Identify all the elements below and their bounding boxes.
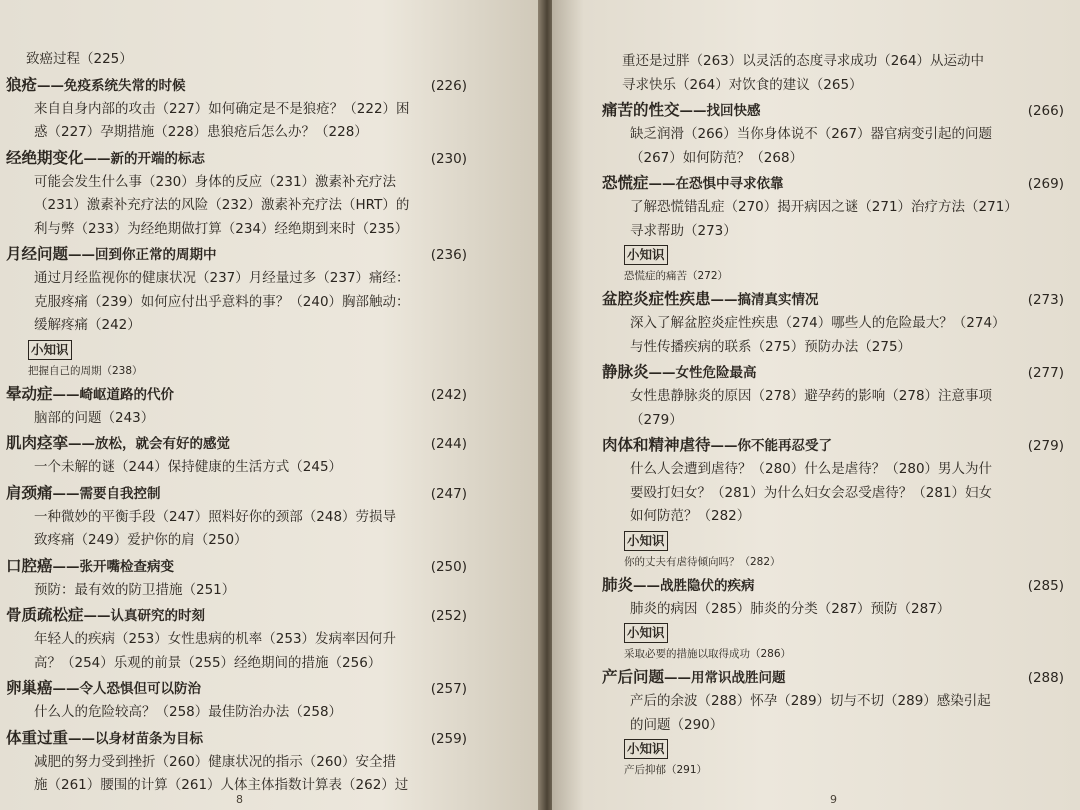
toc-line: 一个未解的谜（244）保持健康的生活方式（245）: [34, 459, 343, 475]
tip-text: 你的丈夫有虐待倾向吗？（282）: [624, 555, 781, 568]
entry-page: (285): [1027, 577, 1064, 594]
tip-text: 采取必要的措施以取得成功（286）: [624, 648, 792, 660]
toc-heading: [6, 555, 471, 579]
toc-entry: [602, 361, 1068, 432]
toc-line: 可能会发生什么事（230）身体的反应（231）激素补充疗法: [34, 173, 397, 190]
toc-entry: [602, 574, 1068, 665]
entry-subtitle: ——在恐惧中寻求依靠: [648, 176, 784, 192]
entry-page: (257): [430, 681, 467, 697]
toc-line: 要殴打妇女？（281）为什么妇女会忍受虐待？（281）妇女: [630, 484, 993, 501]
entry-title-main: 盆腔炎症性疾患: [602, 290, 711, 308]
toc-heading: [6, 147, 471, 171]
toc-entry: [6, 432, 471, 480]
entry-subtitle: ——以身材苗条为目标: [68, 730, 204, 747]
toc-entry: [6, 727, 471, 798]
entry-title-main: 狼疮: [6, 75, 38, 94]
toc-heading: [6, 482, 471, 506]
entry-page: (250): [430, 558, 467, 575]
entry-page: (242): [430, 386, 467, 403]
toc-line: 缓解疼痛（242）: [34, 317, 141, 333]
entry-title-main: 肩颈痛: [6, 483, 53, 502]
toc-line: （279）: [630, 411, 683, 428]
entry-title: [6, 482, 161, 506]
entry-subtitle: ——搞清真实情况: [710, 292, 819, 308]
entry-title-main: 骨质疏松症: [6, 606, 84, 624]
toc-entry: [6, 482, 471, 553]
entry-subtitle: ——崎岖道路的代价: [52, 386, 175, 403]
right-toc: [602, 99, 1068, 780]
toc-line: 如何防范？（282）: [630, 508, 751, 524]
toc-line: 女性患静脉炎的原因（278）避孕药的影响（278）注意事项: [630, 388, 993, 404]
toc-line: 致疼痛（249）爱护你的肩（250）: [34, 532, 248, 548]
toc-line: 脑部的问题（243）: [34, 409, 155, 426]
entry-title: [602, 172, 784, 196]
toc-line: 来自自身内部的攻击（227）如何确定是不是狼疮？（222）困: [34, 100, 410, 117]
tip-text: 产后抑郁（291）: [624, 764, 708, 776]
entry-page: (236): [430, 247, 467, 263]
entry-page: (273): [1027, 292, 1064, 308]
entry-title: [6, 677, 201, 701]
toc-line: 减肥的努力受到挫折（260）健康状况的指示（260）安全措: [34, 753, 397, 770]
entry-title-main: 肌肉痉挛: [6, 434, 69, 452]
toc-line: 一种微妙的平衡手段（247）照料好你的颈部（248）劳损导: [34, 508, 397, 525]
right-page: [552, 0, 1080, 810]
tip-badge: 小知识: [28, 340, 72, 360]
entry-title: [6, 147, 205, 171]
toc-line: 惑（227）孕期措施（228）患狼疮后怎么办？（228）: [34, 124, 368, 140]
toc-heading: [6, 74, 471, 98]
entry-title-main: 肉体和精神虐待: [602, 436, 711, 454]
entry-subtitle: ——张开嘴检查病变: [52, 558, 175, 575]
entry-subtitle: ——新的开端的标志: [83, 150, 206, 167]
tip-badge: 小知识: [624, 739, 668, 759]
entry-subtitle: ——认真研究的时刻: [83, 608, 206, 624]
toc-line: 利与弊（233）为经绝期做打算（234）经绝期到来时（235）: [34, 220, 409, 237]
toc-heading: [602, 99, 1068, 123]
entry-page: (230): [430, 150, 467, 167]
toc-line: 高？（254）乐观的前景（255）经绝期间的措施（256）: [34, 654, 382, 671]
entry-title: [602, 361, 757, 385]
toc-entry: [602, 288, 1068, 359]
entry-title-main: 卵巢癌: [6, 679, 53, 697]
toc-heading: [602, 361, 1068, 385]
toc-line: 施（261）腰围的计算（261）人体主体指数计算表（262）过: [34, 777, 409, 793]
entry-subtitle: ——战胜隐伏的疾病: [633, 577, 755, 594]
entry-page: (288): [1027, 670, 1064, 686]
entry-title: [6, 243, 217, 267]
entry-title: [6, 74, 186, 98]
toc-entry: [602, 666, 1068, 780]
toc-entry: [602, 434, 1068, 572]
entry-page: (259): [430, 730, 467, 747]
entry-title: [6, 555, 174, 579]
toc-line: 年轻人的疾病（253）女性患病的机率（253）发病率因何升: [34, 631, 397, 647]
page-number-left: 8: [236, 793, 243, 806]
entry-title-main: 静脉炎: [602, 363, 649, 381]
tip-text: 把握自己的周期（238）: [28, 364, 143, 377]
entry-title-main: 恐慌症: [602, 174, 649, 192]
page-number-right: 9: [830, 793, 837, 806]
toc-line: 重还是过胖（263）以灵活的态度寻求成功（264）从运动中: [622, 53, 985, 69]
toc-line: 寻求帮助（273）: [630, 222, 737, 239]
toc-heading: [602, 172, 1068, 196]
toc-line: 预防：最有效的防卫措施（251）: [34, 581, 236, 598]
tip-badge: 小知识: [624, 245, 668, 265]
entry-title-main: 肺炎: [602, 575, 634, 594]
entry-subtitle: ——女性危险最高: [648, 365, 757, 381]
toc-line: 深入了解盆腔炎症性疾患（274）哪些人的危险最大？（274）: [630, 315, 1006, 331]
toc-entry: [6, 243, 471, 381]
tip-badge: 小知识: [624, 623, 668, 643]
entry-title-main: 体重过重: [6, 728, 69, 747]
entry-page: (279): [1027, 438, 1064, 454]
toc-entry: [6, 677, 471, 725]
toc-entry: [602, 99, 1068, 170]
tip-text: 恐慌症的痛苦（272）: [624, 270, 729, 282]
entry-title-main: 经绝期变化: [6, 148, 84, 167]
entry-title-main: 痛苦的性交: [602, 101, 680, 119]
entry-title: [6, 383, 174, 407]
entry-subtitle: ——需要自我控制: [52, 485, 161, 502]
toc-heading: [602, 574, 1068, 598]
toc-entry: [6, 147, 471, 242]
toc-line: 什么人会遭到虐待？（280）什么是虐待？（280）男人为什: [630, 461, 993, 477]
entry-title: [602, 434, 832, 458]
toc-entry: [602, 172, 1068, 286]
entry-title: [602, 288, 819, 312]
toc-line: 缺乏润滑（266）当你身体说不（267）器官病变引起的问题: [630, 126, 993, 142]
entry-subtitle: ——免疫系统失常的时候: [37, 77, 186, 94]
left-toc: [6, 74, 471, 798]
toc-entry: [6, 604, 471, 675]
entry-subtitle: ——令人恐惧但可以防治: [52, 681, 202, 697]
entry-page: (266): [1027, 103, 1064, 119]
toc-line: 什么人的危险较高？（258）最佳防治办法（258）: [34, 704, 343, 720]
entry-title: [602, 574, 755, 598]
toc-heading: [6, 677, 471, 701]
toc-heading: [602, 434, 1068, 458]
toc-line: （267）如何防范？（268）: [630, 149, 804, 166]
toc-heading: [602, 288, 1068, 312]
toc-line: 了解恐慌错乱症（270）揭开病因之谜（271）治疗方法（271）: [630, 199, 1018, 215]
entry-page: (244): [430, 436, 467, 452]
entry-subtitle: ——你不能再忍受了: [710, 438, 833, 454]
entry-title: [602, 666, 786, 690]
toc-line: 肺炎的病因（285）肺炎的分类（287）预防（287）: [630, 600, 951, 617]
toc-entry: [6, 74, 471, 145]
toc-line: 致癌过程（225）: [26, 51, 133, 67]
entry-subtitle: ——回到你正常的周期中: [68, 247, 217, 263]
entry-subtitle: ——找回快感: [679, 103, 761, 119]
entry-title-main: 晕动症: [6, 384, 53, 403]
toc-line: 寻求快乐（264）对饮食的建议（265）: [622, 76, 863, 93]
entry-page: (269): [1027, 176, 1064, 192]
toc-heading: [6, 383, 471, 407]
entry-page: (226): [430, 77, 467, 94]
entry-title-main: 产后问题: [602, 668, 665, 686]
toc-line: （231）激素补充疗法的风险（232）激素补充疗法（HRT）的: [34, 197, 410, 213]
toc-entry: [6, 555, 471, 603]
entry-title-main: 口腔癌: [6, 556, 53, 575]
entry-page: (277): [1027, 365, 1064, 381]
toc-line: 通过月经监视你的健康状况（237）月经量过多（237）痛经：: [34, 270, 410, 286]
entry-subtitle: ——用常识战胜问题: [664, 670, 786, 686]
entry-title: [6, 604, 205, 628]
tip-badge: 小知识: [624, 531, 668, 551]
entry-title: [6, 727, 203, 751]
toc-heading: [6, 727, 471, 751]
entry-title: [602, 99, 761, 123]
entry-title-main: 月经问题: [6, 245, 69, 263]
entry-title: [6, 432, 230, 456]
entry-subtitle: ——放松，就会有好的感觉: [68, 436, 231, 452]
entry-page: (252): [430, 608, 467, 624]
toc-line: 产后的余波（288）怀孕（289）切与不切（289）感染引起: [630, 693, 991, 709]
toc-line: 克服疼痛（239）如何应付出乎意料的事？（240）胸部触动：: [34, 293, 410, 310]
toc-line: 的问题（290）: [630, 716, 724, 733]
toc-heading: [6, 604, 471, 628]
entry-page: (247): [430, 485, 467, 502]
toc-heading: [6, 432, 471, 456]
toc-heading: [6, 243, 471, 267]
toc-heading: [602, 666, 1068, 690]
toc-line: 与性传播疾病的联系（275）预防办法（275）: [630, 338, 912, 355]
toc-entry: [6, 383, 471, 431]
